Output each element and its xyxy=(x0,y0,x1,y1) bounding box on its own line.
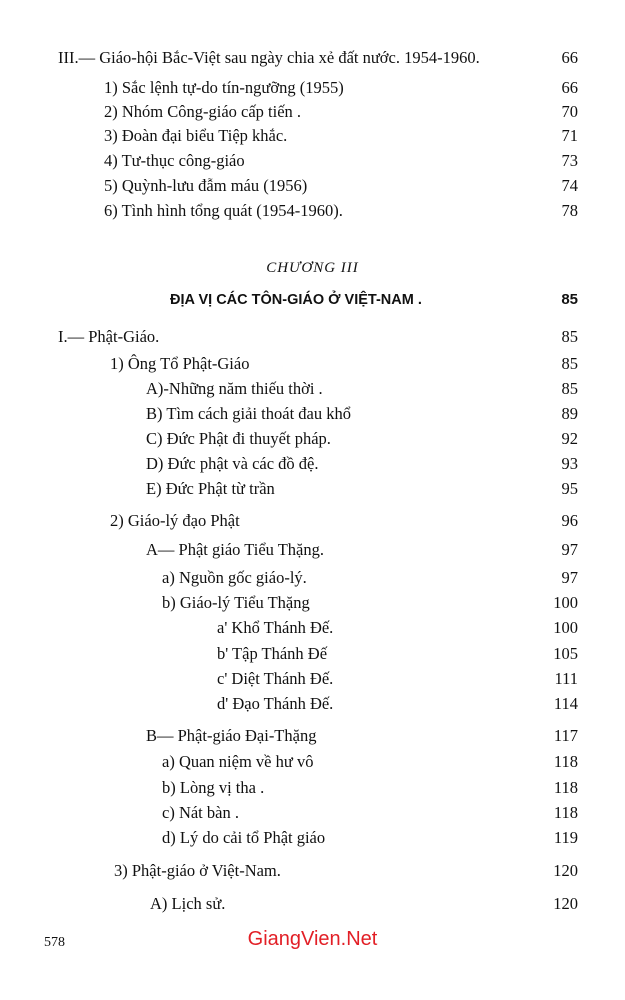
chapter-page: 85 xyxy=(561,291,578,308)
toc-entry-page: 120 xyxy=(553,894,578,913)
toc-entry xyxy=(0,377,625,401)
toc-entry-text: 6) Tình hình tổng quát (1954-1960). xyxy=(104,201,343,220)
toc-entry xyxy=(0,124,625,148)
chapter-title: ĐỊA VỊ CÁC TÔN-GIÁO Ở VIỆT-NAM . xyxy=(170,292,422,308)
toc-entry xyxy=(0,402,625,426)
toc-entry-page: 97 xyxy=(561,540,578,559)
toc-entry-text: C) Đức Phật đi thuyết pháp. xyxy=(146,429,331,448)
toc-entry-text: 2) Giáo-lý đạo Phật xyxy=(110,511,240,530)
toc-entry-text: D) Đức phật và các đồ đệ. xyxy=(146,454,319,473)
toc-entry xyxy=(0,76,625,100)
toc-entry xyxy=(0,199,625,223)
toc-entry-page: 120 xyxy=(553,861,578,880)
toc-entry-part-1 xyxy=(0,325,625,349)
toc-entry-text: d) Lý do cải tổ Phật giáo xyxy=(162,828,326,847)
toc-entry-text: B— Phật-giáo Đại-Thặng xyxy=(146,726,317,745)
watermark-link[interactable]: GiangVien.Net xyxy=(247,928,378,950)
toc-entry-section-3 xyxy=(0,46,625,70)
toc-entry xyxy=(0,509,625,533)
toc-entry-text: I.— Phật-Giáo. xyxy=(58,327,160,346)
toc-entry-text: A)-Những năm thiếu thời . xyxy=(146,379,323,398)
toc-entry xyxy=(0,100,625,124)
toc-entry-page: 85 xyxy=(561,354,578,373)
toc-entry-text: 1) Sắc lệnh tự-do tín-ngưỡng (1955) xyxy=(104,78,344,97)
toc-entry xyxy=(0,667,625,691)
toc-entry-text: 2) Nhóm Công-giáo cấp tiến . xyxy=(104,102,302,121)
toc-entry xyxy=(0,642,625,666)
toc-entry-page: 66 xyxy=(561,48,578,67)
toc-entry xyxy=(0,427,625,451)
toc-entry-text: b) Giáo-lý Tiểu Thặng xyxy=(162,593,310,612)
toc-entry-text: B) Tìm cách giải thoát đau khổ xyxy=(146,404,351,423)
toc-entry-text: A) Lịch sử. xyxy=(150,894,226,913)
page-number: 578 xyxy=(44,935,65,950)
toc-entry-page: 114 xyxy=(553,694,578,713)
toc-entry-page: 85 xyxy=(561,327,578,346)
toc-entry-page: 89 xyxy=(561,404,578,423)
toc-entry-text: 3) Đoàn đại biểu Tiệp khắc. xyxy=(104,126,288,145)
toc-entry xyxy=(0,352,625,376)
toc-entry-text: a) Nguồn gốc giáo-lý. xyxy=(162,568,307,587)
toc-entry-page: 95 xyxy=(561,479,578,498)
toc-entry-text: E) Đức Phật từ trần xyxy=(146,479,275,498)
toc-entry-text: 3) Phật-giáo ở Việt-Nam. xyxy=(114,861,281,880)
toc-entry xyxy=(0,538,625,562)
toc-entry-text: A— Phật giáo Tiểu Thặng. xyxy=(146,540,324,559)
toc-entry-text: 5) Quỳnh-lưu đẫm máu (1956) xyxy=(104,176,308,195)
toc-entry xyxy=(0,692,625,716)
toc-entry-page: 85 xyxy=(561,379,578,398)
toc-entry-text: d' Đạo Thánh Đế. xyxy=(217,694,334,713)
toc-entry-text: a) Quan niệm về hư vô xyxy=(162,752,314,771)
toc-entry-page: 100 xyxy=(553,618,578,637)
toc-entry-page: 118 xyxy=(553,803,578,822)
toc-entry-text: 4) Tư-thục công-giáo xyxy=(104,151,245,170)
toc-entry-page: 78 xyxy=(561,201,578,220)
toc-entry-page: 66 xyxy=(561,78,578,97)
toc-entry xyxy=(0,149,625,173)
toc-entry xyxy=(0,776,625,800)
toc-entry xyxy=(0,801,625,825)
toc-entry xyxy=(0,826,625,850)
toc-entry-page: 100 xyxy=(553,593,578,612)
toc-entry-text: c' Diệt Thánh Đế. xyxy=(217,669,334,688)
toc-entry xyxy=(0,591,625,615)
toc-entry-page: 118 xyxy=(553,778,578,797)
toc-entry-text: a' Khổ Thánh Đế. xyxy=(217,618,334,637)
toc-entry-page: 117 xyxy=(553,726,578,745)
toc-entry xyxy=(0,174,625,198)
toc-entry-text: III.— Giáo-hội Bắc-Việt sau ngày chia xẻ đất nước. 1954-1960. xyxy=(58,48,480,67)
toc-entry-page: 96 xyxy=(561,511,578,530)
toc-entry xyxy=(0,892,625,916)
toc-entry-text: b' Tập Thánh Đế xyxy=(217,644,328,663)
chapter-label: CHƯƠNG III xyxy=(266,260,359,276)
toc-entry xyxy=(0,477,625,501)
toc-entry-page: 70 xyxy=(561,102,578,121)
toc-entry xyxy=(0,566,625,590)
toc-entry-page: 118 xyxy=(553,752,578,771)
toc-entry-page: 73 xyxy=(561,151,578,170)
toc-entry-page: 71 xyxy=(561,126,578,145)
toc-entry-page: 93 xyxy=(561,454,578,473)
toc-entry-page: 111 xyxy=(554,669,578,688)
toc-entry-text: 1) Ông Tổ Phật-Giáo xyxy=(110,354,250,373)
toc-entry-text: b) Lòng vị tha . xyxy=(162,778,265,797)
toc-entry xyxy=(0,452,625,476)
toc-entry-page: 92 xyxy=(561,429,578,448)
toc-entry-page: 97 xyxy=(561,568,578,587)
toc-entry xyxy=(0,750,625,774)
toc-entry xyxy=(0,724,625,748)
toc-entry-page: 119 xyxy=(553,828,578,847)
toc-entry-page: 105 xyxy=(553,644,578,663)
toc-entry xyxy=(0,859,625,883)
toc-entry-text: c) Nát bàn . xyxy=(162,803,239,822)
toc-entry-page: 74 xyxy=(561,176,578,195)
toc-entry xyxy=(0,616,625,640)
